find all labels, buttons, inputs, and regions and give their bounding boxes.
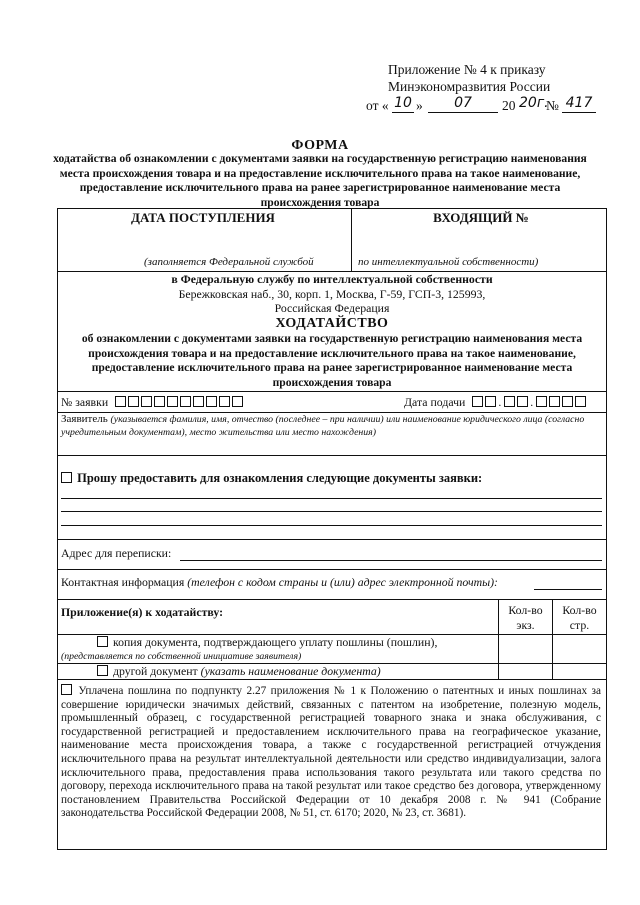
form-title: ходатайства об ознакомлении с документами заявки на государственную регистрацию наименования места происхождения товара и на предоставление исключительного права на такое наименование, предоставление исключительного права на ранее зарегистрированное наименование места происхождения товара: [53, 152, 587, 209]
address-block: [58, 272, 606, 316]
attachment-row-other: [61, 664, 497, 679]
annex-line1: Приложение № 4 к приказу: [388, 62, 546, 77]
request-checkbox[interactable]: [61, 472, 72, 483]
attachment-other-label: другой документ: [112, 664, 198, 678]
order-number: 417: [562, 95, 596, 113]
divider: [58, 679, 606, 680]
date-day: 10: [392, 95, 414, 113]
divider: [58, 569, 606, 570]
petition-subtitle: об ознакомлении с документами заявки на государственную регистрацию наименования места происхождения товара и на предоставление исключительного права на такое наименование, предоставление исключительного права на ранее зарегистрированное наименование места происхождения товара: [81, 332, 583, 389]
divider: [58, 599, 606, 600]
date-year-prefix: 20: [502, 98, 516, 113]
contact-input[interactable]: [534, 589, 602, 590]
divider: [58, 539, 606, 540]
request-label: Прошу предоставить для ознакомления следующие документы заявки:: [77, 471, 483, 485]
filing-date-label: Дата подачи: [404, 395, 466, 409]
applicant-field[interactable]: [61, 413, 601, 439]
applicant-label: Заявитель: [61, 413, 108, 425]
filing-date-row: [404, 395, 588, 410]
receipt-divider: [351, 209, 352, 271]
request-line-1[interactable]: [61, 498, 602, 499]
annex-date: [366, 95, 628, 115]
attachment-fee-checkbox[interactable]: [97, 636, 108, 647]
fee-paragraph: [61, 684, 601, 821]
form-frame: [57, 208, 607, 850]
correspondence-label: Адрес для переписки:: [61, 546, 172, 560]
attachment-row-fee: [61, 635, 497, 664]
petition-label: ХОДАТАЙСТВО: [275, 316, 389, 331]
applicant-hint: (указывается фамилия, имя, отчество (последнее – при наличии) или наименование юридического лица (согласно учредительным документам), место жительства или место нахождения): [61, 414, 585, 438]
correspondence-input[interactable]: [180, 560, 602, 561]
date-month: 07: [428, 95, 498, 113]
date-year: 20г.: [519, 95, 549, 111]
application-number-row: [61, 395, 245, 410]
request-line-3[interactable]: [61, 525, 602, 526]
address-to: в Федеральную службу по интеллектуальной собственности: [171, 272, 493, 286]
attachments-header: Приложение(я) к ходатайству:: [61, 605, 224, 619]
request-line-2[interactable]: [61, 511, 602, 512]
annex-block: [366, 62, 628, 115]
address-country: Российская Федерация: [274, 301, 390, 315]
fee-checkbox[interactable]: [61, 684, 72, 695]
filled-by-right: по интеллектуальной собственности): [358, 256, 539, 268]
date-mid: »: [416, 98, 423, 113]
number-prefix: №: [546, 98, 559, 113]
attachment-other-checkbox[interactable]: [97, 665, 108, 676]
attachment-other-hint: (указать наименование документа): [200, 664, 381, 678]
divider: [58, 391, 606, 392]
col-pages-header: Кол-во стр.: [562, 603, 597, 632]
filing-date-boxes[interactable]: . .: [472, 395, 588, 409]
address-street: Бережковская наб., 30, корп. 1, Москва, Г-59, ГСП-3, 125993,: [178, 286, 486, 301]
filled-by-left: (заполняется Федеральной службой: [144, 256, 314, 268]
form-label: ФОРМА: [291, 138, 349, 153]
contact-hint: (телефон с кодом страны и (или) адрес электронной почты):: [187, 575, 498, 589]
receipt-date-label: ДАТА ПОСТУПЛЕНИЯ: [131, 210, 275, 225]
request-row: [61, 471, 482, 486]
date-prefix: от «: [366, 98, 389, 113]
col-copies-header: Кол-во экз.: [508, 603, 543, 632]
attachment-fee-hint: (представляется по собственной инициативе заявителя): [61, 650, 302, 662]
contact-label: Контактная информация: [61, 575, 185, 589]
fee-text: Уплачена пошлина по подпункту 2.27 приложения № 1 к Положению о патентных и иных пошлинах за совершение юридически значимых действий, связанных с патентом на изобретение, полезную модель, промышленный образец, с государственной регистрацией товарного знака и знака обслуживания, с государственной регистрацией и предоставлением исключительного права на географическое указание, наименование места происхождения товара, а также с государственной регистрацией отчуждения исключительного права на результат интеллектуальной деятельности или средство индивидуализации, залога исключительного права, предоставления права использования такого результата или такого средства по договору, перехода исключительного права на такой результат или такое средство без договора, утвержденному постановлением Правительства Российской Федерации от 10 декабря 2008 г. № 941 (Собрание законодательства Российской Федерации 2008, № 51, ст. 6170; 2020, № 23, ст. 3681).: [61, 685, 601, 820]
contact-row: [61, 575, 498, 590]
application-number-boxes[interactable]: [115, 395, 245, 409]
incoming-number-label: ВХОДЯЩИЙ №: [433, 210, 529, 225]
annex-line2: Минэкономразвития России: [388, 78, 551, 94]
attachment-fee-label: копия документа, подтверждающего уплату пошлины (пошлин),: [112, 635, 438, 649]
divider: [58, 455, 606, 456]
application-number-label: № заявки: [61, 395, 109, 409]
